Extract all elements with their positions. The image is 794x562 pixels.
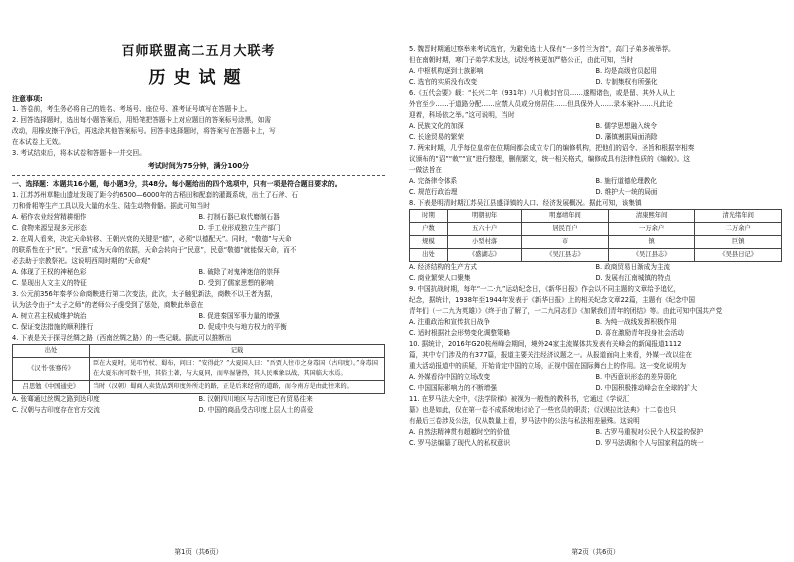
option-a: A. 外媒看待中国的立场改变	[409, 373, 491, 381]
option-c: C. 罗马法编纂了现代人的私权意识	[409, 439, 511, 447]
question-2	[12, 234, 385, 289]
options	[409, 66, 782, 88]
option-b: B. 古罗马重视对公民个人权益的保护	[595, 428, 704, 436]
options	[12, 267, 385, 289]
table-cell: 居民百户	[522, 223, 609, 236]
option-b: B. 均是高级官员起用	[595, 67, 657, 75]
notice-heading: 注意事项:	[12, 95, 43, 103]
table-row	[13, 381, 385, 394]
question-stem: 但在南朝时期，寒门子弟学术发达，试经考核更加严格公正，由此可知，当时	[409, 56, 634, 64]
option-b: B. 打制石器已取代磨制石器	[198, 213, 280, 221]
table-cell: 出处	[410, 249, 448, 262]
question-stem: 5. 魏晋时期通过察举来考试选官，为避免选士人保有“一多竹兰为首”，高门子弟多被举荐。	[409, 45, 675, 53]
option-a: A. 张骞通过丝绸之路到达印度	[12, 395, 100, 403]
question-3	[12, 289, 385, 333]
question-stem: 3. 公元前356年秦孝公命商鞅进行第二次变法，此次，太子触犯新法，商鞅不以王者为据，	[12, 290, 277, 298]
table-header-row	[410, 210, 782, 223]
subject-title: 历史试题	[148, 68, 249, 88]
question-stem: 2. 在周人看来，决定天命转移、王朝兴衰的关键是“德”，必须“以德配天”。同时，“敬德”与天命	[12, 235, 292, 243]
table-header: 明嘉靖年间	[522, 210, 609, 223]
notice-line: 在本试卷上无效。	[12, 138, 65, 146]
options	[409, 176, 782, 198]
option-c: C. 适时根据社会形势变化调整策略	[409, 329, 511, 337]
option-d: D. 受到了儒家思想的影响	[198, 279, 274, 287]
question-stem: 青年们（一二九为英雄）》《终于由了解了，一二九同志们》《加紧我们青年的团结》等。由此可知中国共产党	[409, 307, 723, 315]
town-table	[409, 209, 782, 262]
option-a: A. 自然法精神贯有超越时空的价值	[409, 428, 510, 436]
table-cell: 二万余户	[695, 223, 782, 236]
table-header: 清康熙年间	[608, 210, 695, 223]
option-a: A. 体现了王权的神秘色彩	[12, 268, 87, 276]
option-d: D. 手工业形成独立生产部门	[198, 224, 281, 232]
table-header: 明朝初年	[447, 210, 521, 223]
question-10	[409, 339, 782, 394]
options	[409, 121, 782, 143]
options	[12, 212, 385, 234]
table-cell: 市	[522, 236, 609, 249]
table-cell: 五六十户	[447, 223, 521, 236]
options	[12, 311, 385, 333]
option-c: C. 长途贸易的繁荣	[409, 133, 464, 141]
question-stem: 6.《五代会要》载：“长兴二年（931年）八月敕封官员……遂赐诸色，或是留、其外人从上	[409, 89, 676, 97]
section-heading: 一、选择题：本题共16小题，每小题3分，共48分。每小题给出的四个选项中，只有一项是符合题目要求的。	[12, 180, 342, 188]
option-d: D. 促成中央与地方权力的平衡	[198, 323, 287, 331]
option-d: D. 发展有江南城镇的特点	[595, 274, 671, 282]
table-cell-source: 《汉书·张骞传》	[13, 358, 90, 381]
table-cell: 《吴县日记》	[695, 249, 782, 262]
question-11	[409, 394, 782, 449]
question-6	[409, 88, 782, 143]
question-7	[409, 143, 782, 198]
option-b: B. 破除了对鬼神迷信的崇拜	[198, 268, 280, 276]
table-header: 清光绪年间	[695, 210, 782, 223]
question-stem: 刀和骨耜等生产工具以及大量的水生、陆生动物骨骼。据此可知当时	[12, 202, 210, 210]
question-stem: 外官至少……于道路分配……应禁人员或分房居住……但具保外人……录本案补……凡此论	[409, 100, 673, 108]
question-stem: 一做法旨在	[409, 166, 442, 174]
option-a: A. 稻作农业经营精耕细作	[12, 213, 87, 221]
notice-line: 2. 回答选择题时，选出每小题答案后，用铅笔把答题卡上对应题目的答案标号涂黑，如需	[12, 116, 271, 124]
table-header: 记载	[90, 345, 385, 358]
question-stem: 的联系性在于“民”。“民意”成为天命的依据，天命会转向于“民意”，民意“敬德”就能保天命，而不	[12, 246, 297, 254]
option-d: D. 喜在激励青年投身社会活动	[595, 329, 684, 337]
option-c: C. 保证变法措施的顺利推行	[12, 323, 94, 331]
question-9	[409, 284, 782, 339]
option-c: C. 汉朝与古印度存在官方交流	[12, 406, 100, 414]
question-stem: 4. 下表是关于探寻丝绸之路（西南丝绸之路）的一些记载。据此可以推断出	[12, 334, 232, 342]
notice-line: 改动，用橡皮擦干净后，再选涂其他答案标号。回答非选择题时，将答案写在答题卡上，写	[12, 127, 276, 135]
question-5	[409, 44, 782, 88]
table-row	[13, 358, 385, 381]
table-cell-content: 当时（汉朝）蜀商人卖货品到印度外所走的路，正是后来经营的道路，而今南方是由此往来的。	[90, 381, 385, 394]
table-cell-source: 吕思勉《中国通史》	[13, 381, 90, 394]
options	[12, 394, 385, 416]
question-stem: 纂》也是如此，仅在第一卷不成系统地讨论了一些官员的职责；《汉谟拉比法典》十二卷也只	[409, 406, 677, 414]
question-stem: 纪念，据统计，1938年至1944年发表于《新华日报》上的相关纪念文章22篇，主题有《纪念中国	[409, 296, 695, 304]
option-b: B. 汉朝四川地区与古印度已有贸易往来	[198, 395, 313, 403]
divider	[12, 175, 385, 176]
table-cell: 《盛湖志》	[447, 249, 521, 262]
question-stem: 9. 中国抗战时期，每年“一二·九”运动纪念日，《新华日报》作会以不同主题的文章给予追忆，	[409, 285, 681, 293]
option-b: B. 促进秦国军事力量的增强	[198, 312, 280, 320]
question-stem: 认为法令由于“太子之师”的老师公子虔受到了惩处，商鞅此举意在	[12, 301, 204, 309]
option-d: D. 罗马法调和个人与国家利益的统一	[595, 439, 704, 447]
question-4	[12, 333, 385, 416]
table-cell: 《吴江县志》	[522, 249, 609, 262]
table-header: 时期	[410, 210, 448, 223]
options	[409, 427, 782, 449]
exam-title: 百师联盟高二五月大联考	[121, 44, 276, 59]
table-header: 出处	[13, 345, 90, 358]
option-c: C. 食物来源呈现多元形态	[12, 224, 87, 232]
table-row	[410, 223, 782, 236]
option-a: A. 完备律令体系	[409, 177, 458, 185]
table-cell: 户数	[410, 223, 448, 236]
option-c: C. 显现出人文主义的特征	[12, 279, 87, 287]
question-stem: 议颁布的“诏”“敕”“宣”进行整理，删削繁文，统一相关格式，编修成具有法律性质的《编敕》。这	[409, 155, 690, 163]
option-c: C. 商业繁荣人口聚集	[409, 274, 471, 282]
option-a: A. 民族文化的加深	[409, 122, 464, 130]
question-stem: 有最后三卷涉及公法，仅从数量上看，罗马法中的公法与私法相差悬殊。这说明	[409, 417, 640, 425]
table-row	[410, 249, 782, 262]
table-cell: 规模	[410, 236, 448, 249]
table-cell: 一万余户	[608, 223, 695, 236]
record-table	[12, 344, 385, 394]
page-footer: 第1页（共6页）	[174, 548, 223, 556]
options	[409, 372, 782, 394]
option-b: B. 为纯一战线发挥积极作用	[595, 318, 677, 326]
option-d: D. 专制集权有所强化	[595, 78, 658, 86]
question-stem: 篇，其中专门涉及的有377篇，报道主要关注经济议题之一。从报道面向上来看，外媒一改以往在	[409, 351, 692, 359]
option-a: A. 注重政治和宣传抗日战争	[409, 318, 491, 326]
table-cell: 小型村落	[447, 236, 521, 249]
question-stem: 11. 在罗马法大全中，《法学阶梯》被视为一般性的教科书，它通过《学说汇	[409, 395, 630, 403]
option-c: C. 选官的实质没有改变	[409, 78, 478, 86]
option-d: D. 中国积极推动峰会在全球的扩大	[595, 384, 698, 392]
option-c: C. 中国国际影响力的不断增强	[409, 384, 497, 392]
table-row	[410, 236, 782, 249]
table-cell: 《吴江县志》	[608, 249, 695, 262]
question-stem: 1. 江苏苏州草鞋山遗址发现了距今约6500—6000年的古稻田和配套的灌溉系统，出土了石斧、石	[12, 191, 298, 199]
option-b: B. 施行道德伦理教化	[595, 177, 657, 185]
question-stem: 迎着，科场依之举。”这可说明，当时	[409, 111, 515, 119]
options	[409, 317, 782, 339]
table-cell-content: 臣在大夏时，见邛竹杖、蜀布，问曰：“安得此？”大夏国人曰：“吾贾人往市之身毒国（古印度）。”身毒国在大夏东南可数千里，其俗土著，与大夏同，而卑湿暑热，其人民乘象以战，其国临大水焉。	[90, 358, 385, 381]
option-a: A. 树立君主权威维护统治	[12, 312, 87, 320]
option-d: D. 维护大一统的局面	[595, 188, 658, 196]
table-header-row	[13, 345, 385, 358]
option-d: D. 藩镇割据局面消除	[595, 133, 658, 141]
option-d: D. 中国的商品受古印度上层人士的喜爱	[198, 406, 314, 414]
options	[409, 262, 782, 284]
notice-line: 3. 考试结束后，将本试卷和答题卡一并交回。	[12, 149, 146, 157]
option-a: A. 中枢机构逐到士族影响	[409, 67, 484, 75]
option-b: B. 政商贸易日渐成为主流	[595, 263, 671, 271]
option-b: B. 中西意识形态的差异弱化	[595, 373, 677, 381]
option-b: B. 儒学思想融入统令	[595, 122, 657, 130]
question-8	[409, 198, 782, 284]
notice-line: 1. 答卷前，考生务必将自己的姓名、考场号、座位号、准考证号填写在答题卡上。	[12, 105, 252, 113]
table-cell: 巨镇	[695, 236, 782, 249]
page-2	[397, 0, 794, 562]
question-1	[12, 190, 385, 234]
table-cell: 镇	[608, 236, 695, 249]
option-c: C. 规范行政治理	[409, 188, 458, 196]
notice-block	[12, 94, 385, 159]
exam-info: 考试时间为75分钟，满分100分	[147, 162, 250, 170]
option-a: A. 经济结构的生产方式	[409, 263, 477, 271]
page-footer: 第2页（共6页）	[571, 548, 620, 556]
question-stem: 7. 两宋时期，几乎每位皇帝在位期间都会成立专门的编修机构，把他们的诏令、圣旨和根据宰相奏	[409, 144, 695, 152]
question-stem: 10. 据统计，2016年G20杭州峰会期间，境外24家主流媒体共发表有关峰会的新闻报道1112	[409, 340, 682, 348]
question-stem: 8. 下表是明清时期江苏吴江县盛泽镇的人口、经济发展概况。据此可知，该集镇	[409, 199, 642, 207]
question-stem: 必去助于宗教祭祀。这说明西周时期的“天命观”	[12, 257, 151, 265]
question-stem: 重大活动报道中的质疑，开始肯定中国的立场，正视中国在国际舞台上的作用。这一变化说明为	[409, 362, 686, 370]
